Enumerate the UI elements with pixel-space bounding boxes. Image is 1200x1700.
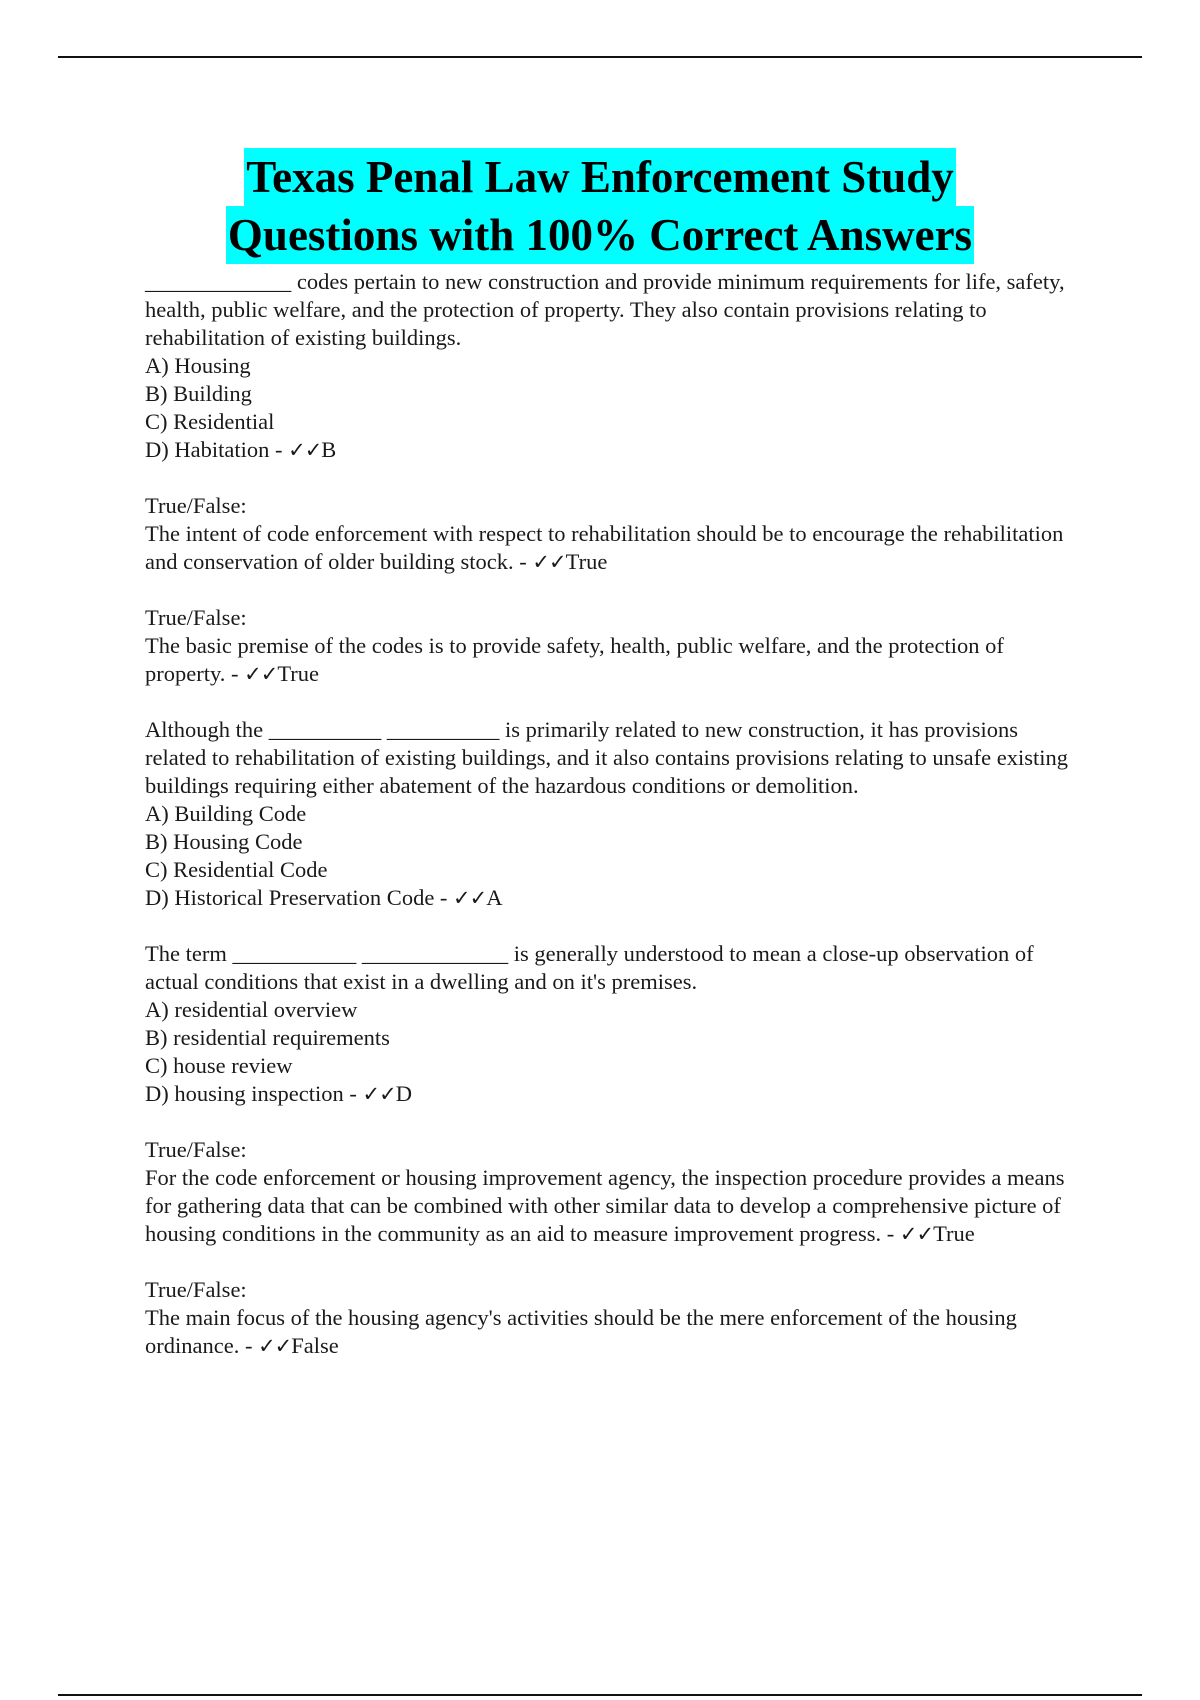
question-item: [145, 716, 1080, 912]
answer-line: [145, 632, 1080, 688]
question-item: [145, 1276, 1080, 1360]
option-d: D) Historical Preservation Code -: [145, 885, 454, 910]
option-c: C) Residential Code: [145, 857, 328, 882]
answer-value: A: [486, 885, 503, 910]
question-stem: Although the __________ __________ is primarily related to new construction, it has provisions related to rehabilitation of existing buildings, and it also contains provisions relating to unsafe existing buildings requiring either abatement of the hazardous conditions or demolition.: [145, 717, 1068, 798]
double-check-icon: ✓✓: [532, 550, 566, 574]
title-line-1: Texas Penal Law Enforcement Study: [244, 148, 956, 206]
option-b: B) Housing Code: [145, 829, 303, 854]
footer-rule: [58, 1694, 1142, 1696]
question-item: [145, 492, 1080, 576]
answer-line: [145, 520, 1080, 576]
header-rule: [58, 56, 1142, 58]
question-type: True/False:: [145, 1277, 247, 1302]
question-item: [145, 604, 1080, 688]
double-check-icon: ✓✓: [244, 662, 278, 686]
question-stem: For the code enforcement or housing improvement agency, the inspection procedure provides a means for gathering data that can be combined with other similar data to develop a comprehensive picture of housing conditions in the community as an aid to measure improvement progress. -: [145, 1165, 1065, 1246]
question-item: [145, 940, 1080, 1108]
option-a: A) residential overview: [145, 997, 358, 1022]
double-check-icon: ✓✓: [453, 886, 487, 910]
option-b: B) residential requirements: [145, 1025, 390, 1050]
question-type: True/False:: [145, 1137, 247, 1162]
question-stem: The intent of code enforcement with respect to rehabilitation should be to encourage the rehabilitation and conservation of older building stock. -: [145, 521, 1064, 574]
question-type: True/False:: [145, 493, 247, 518]
question-list: [145, 268, 1080, 1388]
answer-line: [145, 1304, 1080, 1360]
document-title: [0, 148, 1200, 264]
answer-value: True: [933, 1221, 975, 1246]
answer-value: False: [291, 1333, 339, 1358]
option-d: D) housing inspection -: [145, 1081, 363, 1106]
option-c: C) Residential: [145, 409, 275, 434]
double-check-icon: ✓✓: [288, 438, 322, 462]
question-stem: The basic premise of the codes is to provide safety, health, public welfare, and the protection of property. -: [145, 633, 1004, 686]
title-line-2: Questions with 100% Correct Answers: [226, 206, 974, 264]
answer-line: [145, 436, 1080, 464]
answer-value: True: [277, 661, 320, 686]
question-item: [145, 268, 1080, 464]
answer-line: [145, 884, 1080, 912]
answer-line: [145, 1164, 1080, 1248]
option-b: B) Building: [145, 381, 252, 406]
question-stem: The term ___________ _____________ is generally understood to mean a close-up observation of actual conditions that exist in a dwelling and on it's premises.: [145, 941, 1034, 994]
answer-value: B: [321, 437, 337, 462]
option-c: C) house review: [145, 1053, 293, 1078]
double-check-icon: ✓✓: [899, 1222, 934, 1246]
double-check-icon: ✓✓: [362, 1082, 396, 1106]
question-item: [145, 1136, 1080, 1248]
option-d: D) Habitation -: [145, 437, 289, 462]
option-a: A) Housing: [145, 353, 251, 378]
answer-value: True: [565, 549, 608, 574]
question-stem: The main focus of the housing agency's activities should be the mere enforcement of the housing ordinance. -: [145, 1305, 1017, 1358]
option-a: A) Building Code: [145, 801, 307, 826]
double-check-icon: ✓✓: [258, 1334, 292, 1358]
answer-value: D: [395, 1081, 412, 1106]
question-stem: _____________ codes pertain to new construction and provide minimum requirements for life, safety, health, public welfare, and the protection of property. They also contain provisions relating to rehabilitation of existing buildings.: [145, 269, 1065, 350]
answer-line: [145, 1080, 1080, 1108]
question-type: True/False:: [145, 605, 247, 630]
